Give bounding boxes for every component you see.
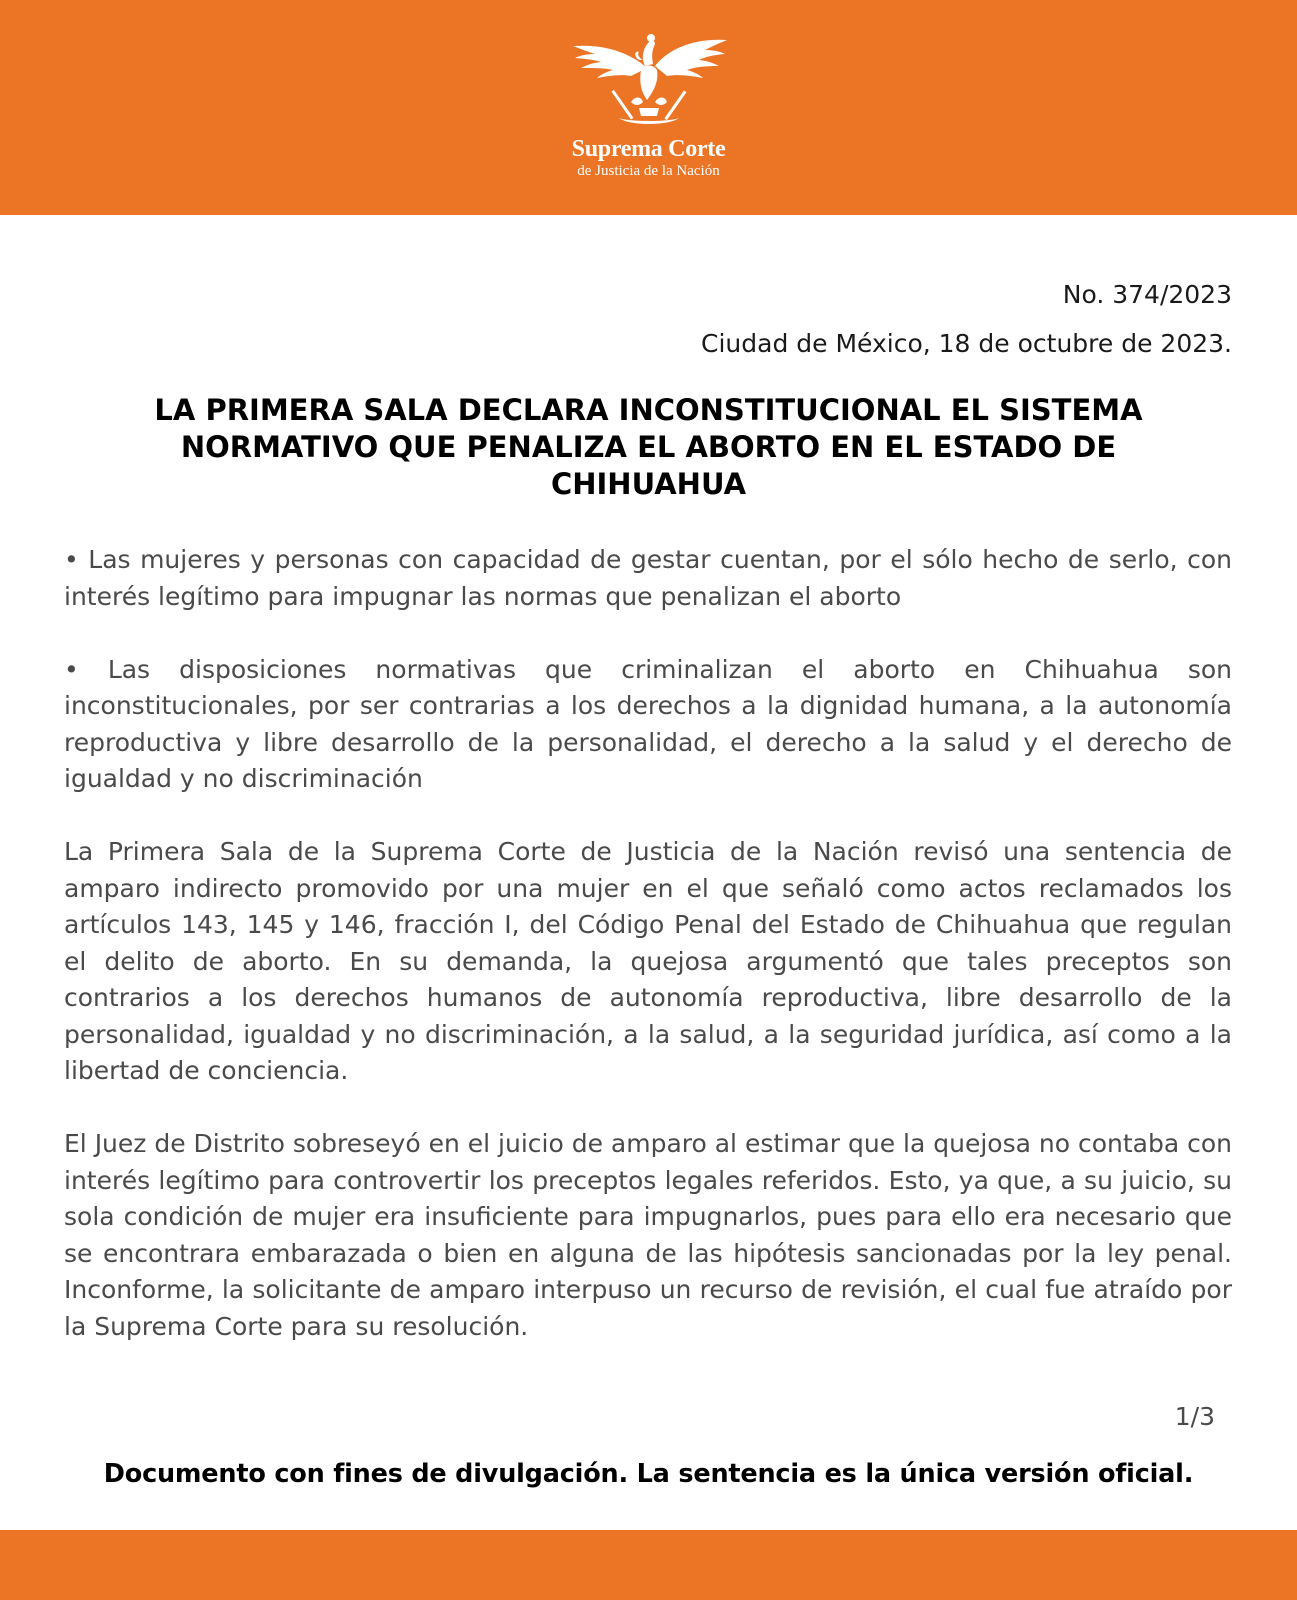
footer-band <box>0 1530 1297 1600</box>
body-paragraph: La Primera Sala de la Suprema Corte de Justicia de la Nación revisó una sentencia de amparo indirecto promovido por una mujer en el que señaló como actos reclamados los artículos 143, 145 y 146, fracción I, del Código Penal del Estado de Chihuahua que regulan el delito de aborto. En su demanda, la quejosa argumentó que tales preceptos son contrarios a los derechos humanos de autonomía reproductiva, libre desarrollo de la personalidad, igualdad y no discriminación, a la salud, a la seguridad jurídica, así como a la libertad de conciencia. <box>64 837 1232 1085</box>
document-meta <box>701 270 1232 368</box>
document-place-date: Ciudad de México, 18 de octubre de 2023. <box>701 329 1232 358</box>
page-number: 1/3 <box>1174 1402 1215 1431</box>
institution-subtitle: de Justicia de la Nación <box>577 163 720 179</box>
body-paragraph: El Juez de Distrito sobreseyó en el juicio de amparo al estimar que la quejosa no contaba con interés legítimo para controvertir los preceptos legales referidos. Esto, ya que, a su juicio, su sola condición de mujer era insuficiente para impugnarlos, pues para ello era necesario que se encontrara embarazada o bien en alguna de las hipótesis sancionadas por la ley penal. Inconforme, la solicitante de amparo interpuso un recurso de revisión, el cual fue atraído por la Suprema Corte para su resolución. <box>64 1129 1232 1341</box>
bullet-item: • Las disposiciones normativas que criminalizan el aborto en Chihuahua son inconstitucionales, por ser contrarias a los derechos a la dignidad humana, a la autonomía reproductiva y libre desarrollo de la personalidad, el derecho a la salud y el derecho de igualdad y no discriminación <box>64 654 1232 793</box>
header-band <box>0 0 1297 215</box>
institution-name: Suprema Corte <box>571 136 726 162</box>
institution-logo <box>0 30 1297 180</box>
bullet-item: • Las mujeres y personas con capacidad de gestar cuentan, por el sólo hecho de serlo, con interés legítimo para impugnar las normas que penalizan el aborto <box>64 545 1232 611</box>
document-body <box>64 542 1232 1382</box>
document-title: LA PRIMERA SALA DECLARA INCONSTITUCIONAL EL SISTEMA NORMATIVO QUE PENALIZA EL ABORTO EN EL ESTADO DE CHIHUAHUA <box>154 393 1143 501</box>
eagle-coat-of-arms-icon <box>569 30 729 130</box>
disclaimer: Documento con fines de divulgación. La sentencia es la única versión oficial. <box>103 1459 1194 1489</box>
document-number: No. 374/2023 <box>1062 280 1232 309</box>
